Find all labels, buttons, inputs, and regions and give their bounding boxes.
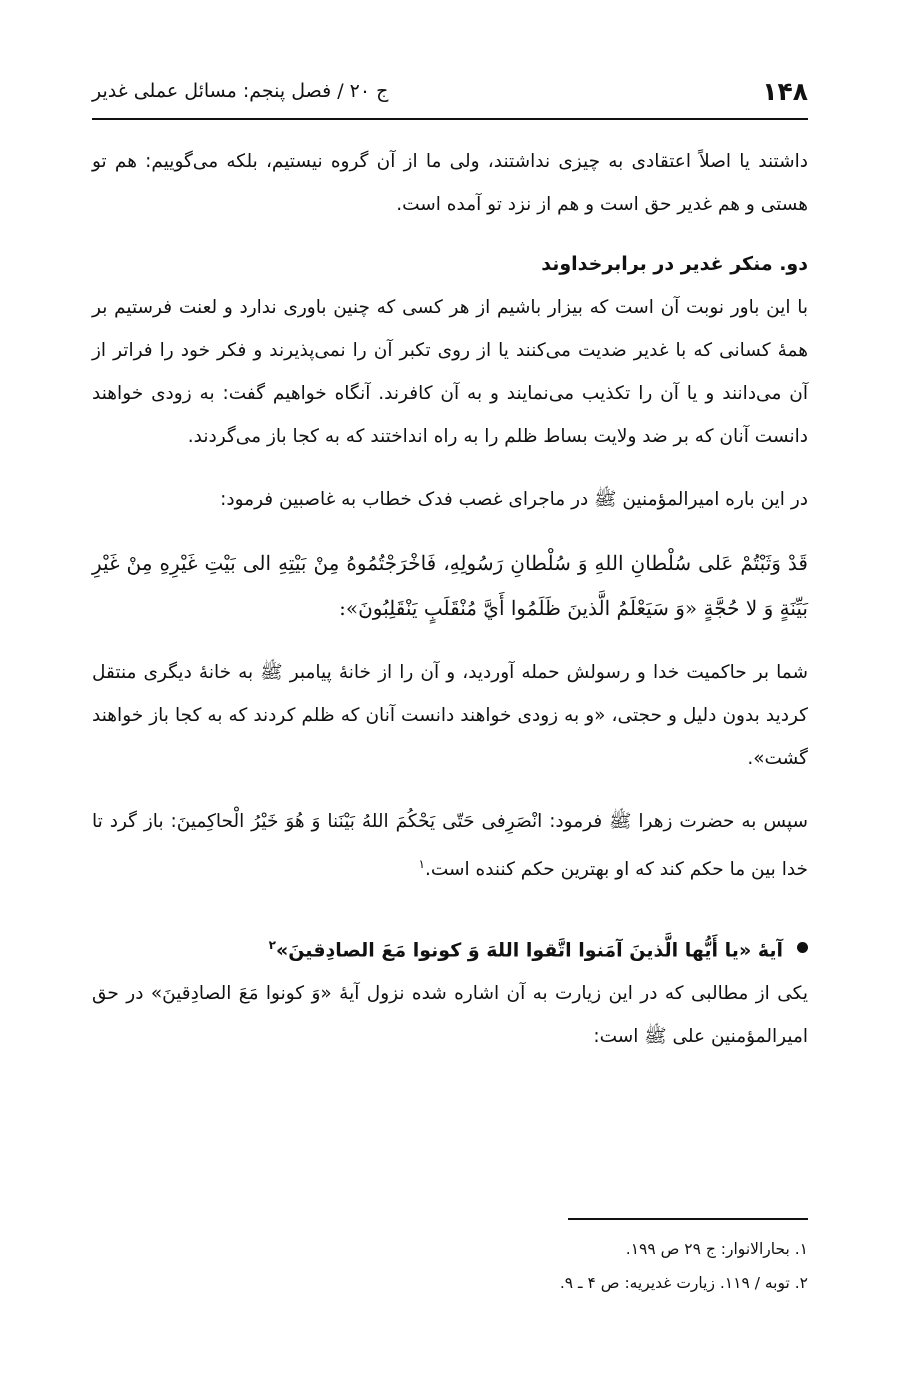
paragraph-5-text: سپس به حضرت زهرا ﷺ فرمود: انْصَرِفی حَتّی يَحْكُمَ اللهُ بَيْنَنا وَ هُوَ خَيْرُ الْحاكِمينَ: باز گرد تا خدا بین ما حکم کند که او بهترین حکم کننده است.	[92, 811, 808, 881]
verse-heading	[92, 923, 808, 972]
footnote-2: ۲. توبه / ۱۱۹. زیارت غدیریه: ص ۴ ـ ۹.	[559, 1274, 808, 1292]
paragraph-4: شما بر حاکمیت خدا و رسولش حمله آوردید، و آن را از خانهٔ پیامبر ﷺ به خانهٔ دیگری منتقل کردید بدون دلیل و حجتی، «و به زودی خواهند دانست آنان که ظلم کردند که به کجا باز خواهند گشت».	[92, 662, 808, 769]
bullet-icon	[797, 942, 808, 953]
paragraph-3: در این باره امیرالمؤمنین ﷺ در ماجرای غصب فدک خطاب به غاصبین فرمود:	[220, 489, 808, 510]
page-number: ۱۴۸	[762, 76, 808, 106]
verse-heading-text: آیهٔ «یا أَیُّها الَّذینَ آمَنوا اتَّقوا اللهَ وَ کونوا مَعَ الصادِقینَ»$^۲$	[268, 938, 783, 962]
running-title: ج ۲۰ / فصل پنجم: مسائل عملی غدیر	[92, 80, 389, 102]
arabic-quote: قَدْ وَثَبْتُمْ عَلی سُلْطانِ اللهِ وَ سُلْطانِ رَسُولِهِ، فَاخْرَجْتُمُوهُ مِنْ بَيْتِهِ الی بَيْتِ غَيْرِهِ مِنْ غَيْرِ بَيِّنَةٍ وَ لا حُجَّةٍ «وَ سَيَعْلَمُ الَّذينَ ظَلَمُوا أَيَّ مُنْقَلَبٍ يَنْقَلِبُونَ»:	[92, 551, 808, 620]
paragraph-1: داشتند یا اصلاً اعتقادی به چیزی نداشتند، ولی ما از آن گروه نیستیم، بلکه می‌گوییم: هم تو هستی و هم غدیر حق است و هم از نزد تو آمده است.	[92, 151, 808, 215]
paragraph-6: یکی از مطالبی که در این زیارت به آن اشاره شده نزول آیهٔ «وَ کونوا مَعَ الصادِقینَ» در حق امیرالمؤمنین علی ﷺ است:	[92, 983, 808, 1048]
footnote-rule	[568, 1218, 808, 1220]
main-text	[92, 140, 808, 1058]
footnote-ref-2: ۲	[268, 938, 276, 953]
footnote-1: ۱. بحارالانوار: ج ۲۹ ص ۱۹۹.	[625, 1240, 808, 1258]
paragraph-5	[92, 800, 808, 891]
footnote-ref-1: ۱	[418, 857, 425, 871]
page-header	[92, 70, 808, 112]
footnotes	[92, 1232, 808, 1300]
paragraph-2: با این باور نوبت آن است که بیزار باشیم از هر کسی که چنین باوری ندارد و لعنت فرستیم بر همهٔ کسانی که با غدیر ضدیت می‌کنند یا از روی تکبر آن را نمی‌پذیرند و فکر خود را فراتر از آن می‌دانند و یا آن را تکذیب می‌نمایند و به آن کافرند. آنگاه خواهیم گفت: به زودی خواهند دانست آنان که بر ضد ولایت بساط ظلم را به راه انداختند که به کجا باز می‌گردند.	[92, 297, 808, 447]
header-rule	[92, 118, 808, 120]
section-heading: دو. منکر غدیر در برابرخداوند	[541, 253, 808, 275]
